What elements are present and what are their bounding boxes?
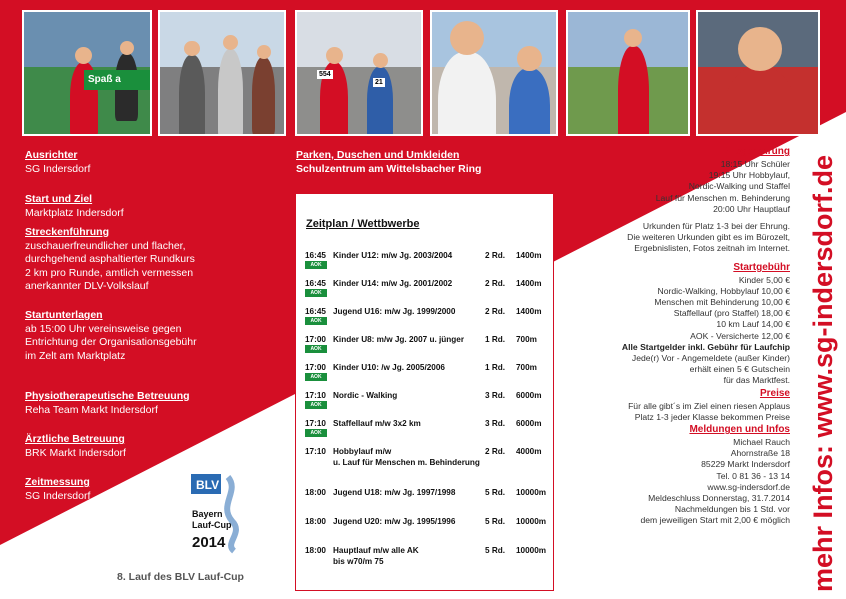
right-text: 85229 Markt Indersdorf (701, 459, 790, 470)
race-label: Hobbylauf m/w (333, 447, 392, 456)
bib-number: 554 (319, 71, 331, 78)
right-info-column (622, 145, 790, 527)
left-section (25, 433, 126, 460)
right-text: Tel. 0 81 36 - 13 14 (716, 470, 790, 481)
race-laps: 3 Rd. (485, 419, 506, 428)
right-text: Meldeschluss Donnerstag, 31.7.2014 (648, 493, 790, 504)
person-head (517, 46, 542, 71)
right-text: Kinder 5,00 € (738, 274, 790, 285)
race-distance: 1400m (516, 307, 542, 316)
race-distance: 10000m (516, 546, 547, 555)
section-text: im Zelt am Marktplatz (25, 349, 126, 362)
right-heading: Startgebühr (733, 261, 790, 273)
right-text: Alle Startgelder inkl. Gebühr für Laufchip (621, 341, 790, 352)
right-text: 10 km Lauf 14,00 € (716, 319, 790, 330)
left-section (25, 226, 195, 294)
race-laps: 2 Rd. (485, 279, 506, 288)
race-laps: 2 Rd. (485, 447, 506, 456)
race-label: Jugend U18: m/w Jg. 1997/1998 (333, 488, 456, 497)
race-sublabel: u. Lauf für Menschen m. Behinderung (333, 458, 480, 467)
race-laps: 2 Rd. (485, 307, 506, 316)
race-distance: 6000m (516, 419, 542, 428)
section-heading: Start und Ziel (25, 193, 93, 205)
section-heading: Startunterlagen (25, 309, 103, 321)
bayern-lauf-cup-logo (188, 471, 258, 555)
schedule-row (305, 279, 542, 296)
right-heading: Meldungen und Infos (689, 424, 790, 436)
left-section (25, 193, 124, 220)
section-text: SG Indersdorf (25, 489, 91, 502)
right-text: erhält einen 5 € Gutschein (689, 364, 790, 375)
race-label: Kinder U10: /w Jg. 2005/2006 (333, 363, 445, 372)
person-head (120, 41, 134, 55)
aok-badge: AOK (305, 345, 327, 353)
left-section (25, 309, 197, 363)
person-head (75, 47, 92, 64)
left-section (25, 476, 90, 503)
race-time: 17:10 (305, 419, 326, 428)
more-info-url[interactable]: mehr Infos: www.sg-indersdorf.de (808, 154, 838, 592)
race-sublabel: bis w70/m 75 (333, 557, 384, 566)
right-text: Urkunden für Platz 1-3 bei der Ehrung. (642, 221, 790, 232)
person-figure (618, 46, 649, 136)
race-distance: 10000m (516, 517, 547, 526)
race-time: 18:00 (305, 546, 326, 555)
person-figure (509, 68, 550, 136)
race-time: 18:00 (305, 488, 326, 497)
race-label: Kinder U14: m/w Jg. 2001/2002 (333, 279, 453, 288)
right-text: AOK - Versicherte 12,00 € (690, 330, 790, 341)
person-figure (179, 55, 205, 136)
parking-location: Schulzentrum am Wittelsbacher Ring (296, 163, 482, 175)
schedule-row (305, 335, 537, 352)
race-laps: 2 Rd. (485, 251, 506, 260)
race-label: Hauptlauf m/w alle AK (333, 546, 419, 555)
right-text: 18:15 Uhr Schüler (720, 159, 790, 169)
left-section (25, 390, 190, 417)
person-head (326, 47, 343, 64)
right-text: Lauf für Menschen m. Behinderung (655, 192, 790, 203)
right-text: Für alle gibt´s im Ziel einen riesen Applaus (628, 400, 790, 411)
race-laps: 5 Rd. (485, 517, 506, 526)
section-heading: Physiotherapeutische Betreuung (25, 390, 190, 402)
left-section (25, 149, 90, 176)
section-heading: Ausrichter (25, 149, 78, 161)
person-figure (218, 49, 244, 136)
section-text: anerkannter DLV-Volkslauf (25, 280, 149, 292)
right-text: 19:15 Uhr Hobbylauf, (708, 170, 790, 181)
schedule-row (305, 419, 542, 436)
right-text: Die weiteren Urkunden gibt es im Bürozelt, (627, 232, 790, 243)
right-text: Nordic-Walking, Hobbylauf 10,00 € (657, 285, 790, 296)
right-heading: Siegerehrung (725, 146, 790, 157)
race-distance: 1400m (516, 251, 542, 260)
race-distance: 700m (516, 363, 537, 372)
schedule-row (305, 447, 542, 467)
race-distance: 700m (516, 335, 537, 344)
schedule-row (305, 307, 542, 324)
photo-medal-winner (696, 10, 820, 136)
logo-bayern: Bayern (192, 509, 223, 519)
right-text: Nordic-Walking und Staffel (688, 181, 790, 192)
section-text: BRK Markt Indersdorf (25, 446, 126, 459)
right-text: Staffellauf (pro Staffel) 18,00 € (673, 308, 790, 319)
section-heading: Streckenführung (25, 226, 110, 238)
section-text: ab 15:00 Uhr vereinsweise gegen (25, 322, 182, 335)
person-figure (252, 57, 275, 136)
race-distance: 10000m (516, 488, 547, 497)
schedule-row (305, 546, 547, 566)
section-text: Reha Team Markt Indersdorf (25, 403, 158, 416)
race-laps: 5 Rd. (485, 488, 506, 497)
parking-section (296, 148, 481, 176)
race-laps: 3 Rd. (485, 391, 506, 400)
schedule-row (305, 251, 542, 268)
section-heading: Zeitmessung (25, 476, 90, 488)
photo-man-microphone (430, 10, 558, 136)
schedule-row (305, 517, 547, 526)
race-laps: 1 Rd. (485, 335, 506, 344)
aok-badge: AOK (305, 429, 327, 437)
section-text: durchgehend asphaltierter Rundkurs (25, 253, 195, 265)
photo-runner-field (566, 10, 690, 136)
banner-text: Spaß a (84, 70, 152, 90)
aok-badge: AOK (305, 373, 327, 381)
right-text: www.sg-indersdorf.de (707, 481, 790, 492)
parking-heading: Parken, Duschen und Umkleiden (296, 149, 460, 161)
race-laps: 1 Rd. (485, 363, 506, 372)
logo-lauf-cup: Lauf-Cup (192, 520, 232, 530)
right-text: Menschen mit Behinderung 10,00 € (654, 297, 790, 308)
logo-blv: BLV (196, 478, 220, 492)
race-distance: 4000m (516, 447, 542, 456)
right-text: Ahornstraße 18 (730, 448, 790, 459)
race-laps: 5 Rd. (485, 546, 506, 555)
cup-footer-note: 8. Lauf des BLV Lauf-Cup (117, 571, 244, 583)
right-text: Platz 1-3 jeder Klasse bekommen Preise (634, 411, 790, 422)
logo-year: 2014 (192, 534, 226, 551)
right-text: Jede(r) Vor - Angemeldete (außer Kinder) (631, 353, 790, 364)
race-distance: 1400m (516, 279, 542, 288)
schedule-box (295, 193, 554, 591)
person-head (257, 45, 271, 59)
schedule-row (305, 488, 547, 497)
right-text: für das Marktfest. (723, 375, 790, 386)
race-label: Jugend U16: m/w Jg. 1999/2000 (333, 307, 456, 316)
aok-badge: AOK (305, 261, 327, 269)
aok-badge: AOK (305, 401, 327, 409)
section-text: 2 km pro Runde, amtlich vermessen (25, 266, 194, 279)
right-text: 20:00 Uhr Hauptlauf (713, 203, 790, 214)
race-time: 16:45 (305, 251, 326, 260)
schedule-title: Zeitplan / Wettbwerbe (306, 218, 420, 230)
race-time: 17:10 (305, 447, 326, 456)
race-time: 16:45 (305, 279, 326, 288)
race-label: Kinder U8: m/w Jg. 2007 u. jünger (333, 335, 465, 344)
right-text: Nachmeldungen bis 1 Std. vor (674, 504, 790, 515)
right-text: dem jeweiligen Start mit 2,00 € möglich (640, 515, 790, 526)
person-head (223, 35, 238, 50)
race-label: Kinder U12: m/w Jg. 2003/2004 (333, 251, 453, 260)
race-label: Nordic - Walking (333, 391, 398, 400)
aok-badge: AOK (305, 289, 327, 297)
right-heading: Preise (759, 387, 790, 399)
race-label: Jugend U20: m/w Jg. 1995/1996 (333, 517, 456, 526)
race-time: 16:45 (305, 307, 326, 316)
race-time: 17:10 (305, 391, 326, 400)
photo-kids-running (295, 10, 423, 136)
photo-spectators (158, 10, 286, 136)
aok-badge: AOK (305, 317, 327, 325)
section-text: Marktplatz Indersdorf (25, 206, 124, 219)
race-distance: 6000m (516, 391, 542, 400)
right-text: Ergebnislisten, Fotos zeitnah im Internet. (634, 243, 790, 254)
photo-runner-crowd (22, 10, 152, 136)
race-time: 17:00 (305, 335, 326, 344)
bib-number: 21 (375, 79, 383, 86)
schedule-row (305, 391, 542, 408)
section-text: zuschauerfreundlicher und flacher, (25, 239, 186, 252)
race-time: 17:00 (305, 363, 326, 372)
section-text: Entrichtung der Organisationsgebühr (25, 336, 197, 348)
person-figure (438, 52, 496, 136)
section-heading: Ärztliche Betreuung (25, 433, 125, 445)
section-text: SG Indersdorf (25, 162, 91, 175)
person-head (184, 41, 199, 56)
schedule-row (305, 363, 537, 380)
right-text: Michael Rauch (733, 437, 790, 448)
race-label: Staffellauf m/w 3x2 km (333, 419, 421, 428)
race-time: 18:00 (305, 517, 326, 526)
